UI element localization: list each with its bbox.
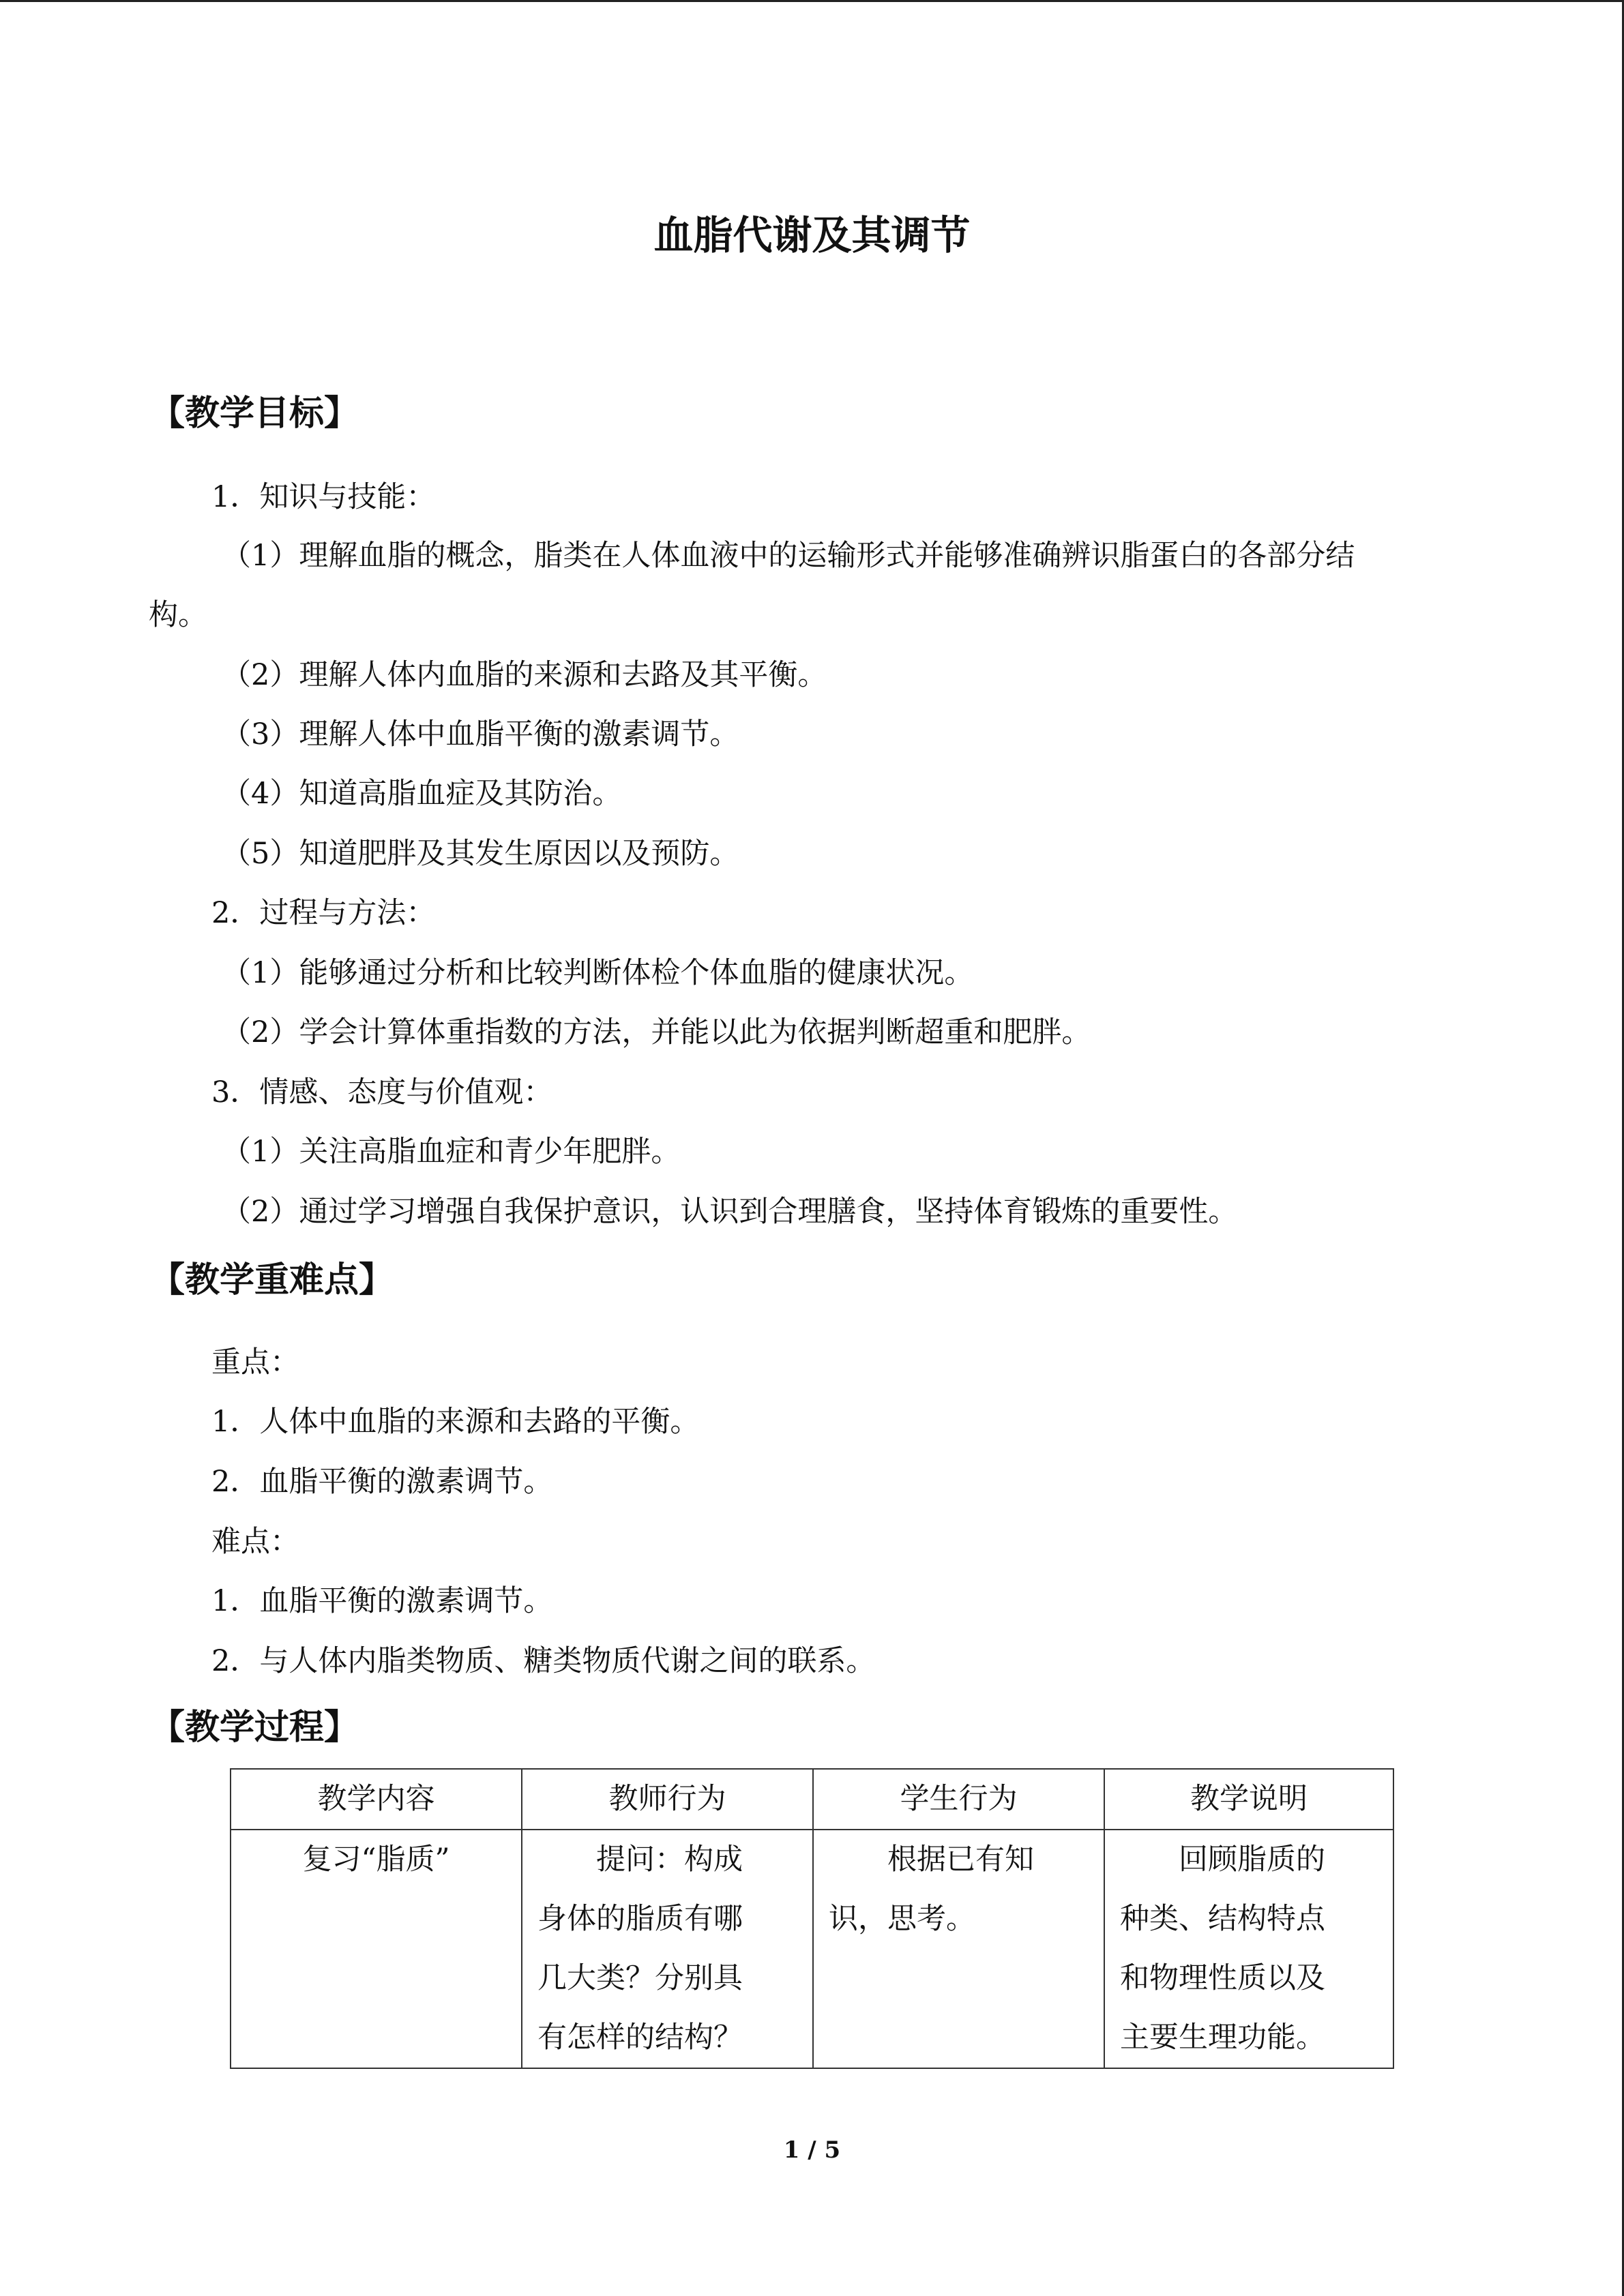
cell-line: 几大类？分别具 — [537, 1961, 743, 1995]
cell-line: 主要生理功能。 — [1120, 2021, 1325, 2055]
cell-line: 识，思考。 — [829, 1902, 975, 1936]
cell-note — [1104, 1830, 1393, 2068]
objective-attitude-label: 3．情感、态度与价值观： — [211, 1075, 553, 1109]
table-row — [231, 1830, 1393, 2068]
cell-line: 根据已有知 — [887, 1843, 1034, 1877]
cell-line: 复习“脂质” — [302, 1843, 450, 1877]
objective-k2: （2）理解人体内血脂的来源和去路及其平衡。 — [222, 658, 827, 692]
heading-procedure: 【教学过程】 — [150, 1708, 359, 1748]
table-header-row — [231, 1769, 1393, 1830]
document-title: 血脂代谢及其调节 — [653, 212, 971, 258]
heading-key-points: 【教学重难点】 — [150, 1260, 394, 1300]
cell-line: 种类、结构特点 — [1120, 1902, 1325, 1936]
objective-a2: （2）通过学习增强自我保护意识，认识到合理膳食，坚持体育锻炼的重要性。 — [222, 1195, 1238, 1229]
focus-item-1: 1．人体中血脂的来源和去路的平衡。 — [211, 1405, 700, 1439]
cell-line: 有怎样的结构？ — [537, 2021, 743, 2055]
objective-k5: （5）知道肥胖及其发生原因以及预防。 — [222, 837, 739, 871]
page-number: 1 / 5 — [783, 2136, 841, 2164]
focus-item-2: 2．血脂平衡的激素调节。 — [211, 1465, 553, 1499]
cell-student — [813, 1830, 1104, 2068]
objective-p1: （1）能够通过分析和比较判断体检个体血脂的健康状况。 — [222, 956, 974, 990]
focus-label: 重点： — [211, 1345, 299, 1380]
heading-objectives: 【教学目标】 — [150, 393, 359, 434]
difficulty-item-2: 2．与人体内脂类物质、糖类物质代谢之间的联系。 — [211, 1644, 876, 1678]
difficulty-item-1: 1．血脂平衡的激素调节。 — [211, 1584, 553, 1618]
column-header: 教学内容 — [231, 1769, 522, 1830]
difficulty-label: 难点： — [211, 1525, 299, 1559]
cell-line: 身体的脂质有哪 — [537, 1902, 743, 1936]
objective-k3: （3）理解人体中血脂平衡的激素调节。 — [222, 717, 739, 751]
procedure-table — [230, 1768, 1394, 2069]
cell-content — [231, 1830, 522, 2068]
objective-knowledge-label: 1．知识与技能： — [211, 480, 436, 514]
cell-line: 回顾脂质的 — [1179, 1843, 1325, 1877]
objective-process-label: 2．过程与方法： — [211, 896, 436, 930]
cell-line: 提问：构成 — [596, 1843, 743, 1877]
objective-k1-line1: （1）理解血脂的概念，脂类在人体血液中的运输形式并能够准确辨识脂蛋白的各部分结 — [222, 539, 1355, 573]
column-header: 教学说明 — [1104, 1769, 1393, 1830]
objective-a1: （1）关注高脂血症和青少年肥胖。 — [222, 1135, 681, 1169]
objective-k1-line2: 构。 — [149, 598, 207, 632]
cell-teacher — [522, 1830, 813, 2068]
cell-line: 和物理性质以及 — [1120, 1961, 1325, 1995]
page-border-top — [0, 0, 1624, 2]
column-header: 教师行为 — [522, 1769, 813, 1830]
objective-k4: （4）知道高脂血症及其防治。 — [222, 777, 622, 811]
column-header: 学生行为 — [813, 1769, 1104, 1830]
objective-p2: （2）学会计算体重指数的方法，并能以此为依据判断超重和肥胖。 — [222, 1015, 1091, 1049]
